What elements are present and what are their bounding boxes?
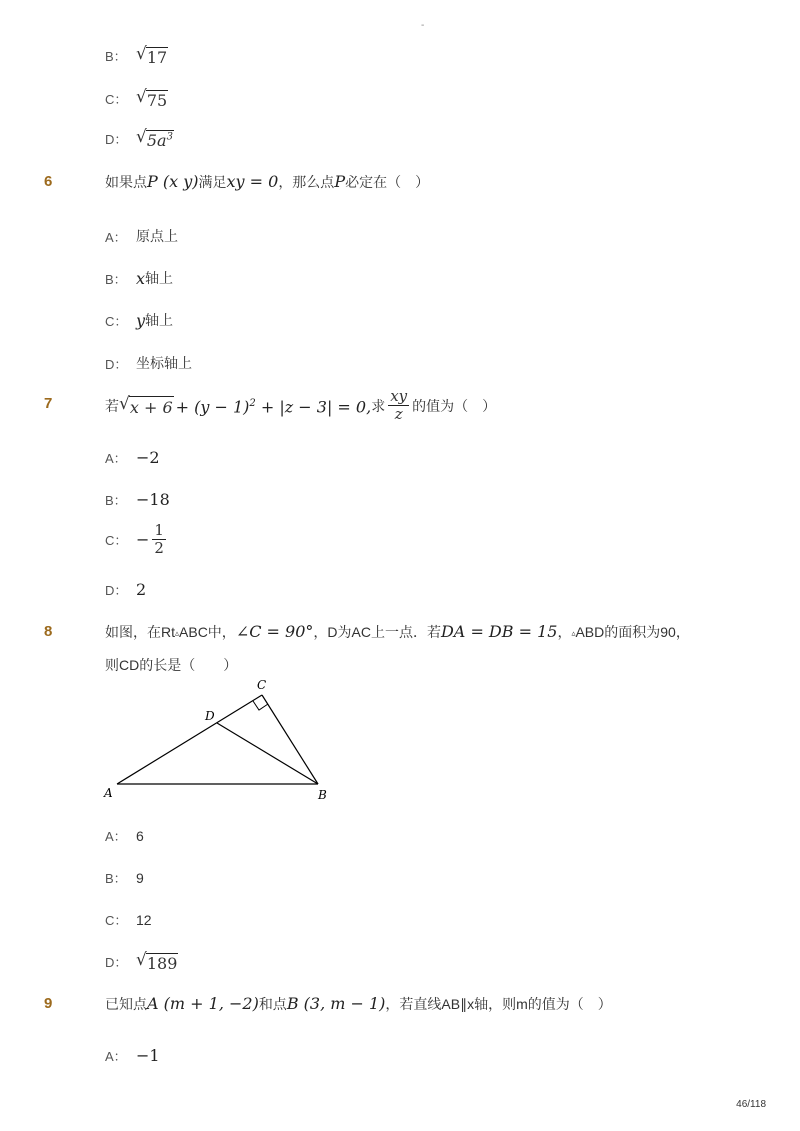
q7-option-c[interactable]: C： − $\frac{1}{2}$	[105, 521, 164, 557]
option-label: D：	[105, 132, 128, 147]
question-number-9: 9	[44, 995, 53, 1012]
q9-option-a[interactable]: A： −1	[105, 1046, 160, 1065]
question-9-text: 已知点A (m + 1, −2)和点B (3, m − 1)，若直线AB∥x轴，则m的值为（ ）	[105, 994, 612, 1013]
question-7-text: 若 √ x + 6 + $(y - 1)^2 + |z - 3| = 0$, 求 $\frac{xy}{z}$ 的值为（ ）	[105, 387, 497, 423]
question-8-line1: 如图，在Rt▵ABC中，∠C = 90°，D为AC上一点．若DA = DB = 15，▵ABD的面积为90，	[105, 622, 690, 641]
q5-option-b[interactable]	[105, 44, 168, 67]
q6-option-b[interactable]: B： x 轴上	[105, 268, 174, 288]
question-6-text: 如果点P (x y)满足xy = 0，那么点P必定在（ ）	[105, 172, 430, 191]
segment-cb	[262, 695, 318, 784]
q8-option-a[interactable]: A： 6	[105, 827, 144, 844]
point-label-c: C	[257, 678, 267, 692]
sqrt-expression: √ $5a^3$	[136, 127, 173, 150]
q8-option-c[interactable]: C： 12	[105, 911, 152, 928]
sqrt-expression: √ 189	[136, 950, 178, 973]
q5-option-c[interactable]	[105, 87, 168, 110]
triangle-figure	[100, 676, 340, 806]
question-number-8: 8	[44, 623, 53, 640]
right-angle-mark	[253, 701, 268, 710]
page-number: 46/118	[736, 1099, 766, 1110]
header-dash: -	[421, 20, 425, 31]
option-label: C：	[105, 92, 128, 107]
q7-option-d[interactable]: D： 2	[105, 580, 147, 599]
q6-option-d[interactable]: D： 坐标轴上	[105, 355, 192, 372]
question-number-6: 6	[44, 173, 53, 190]
question-8-line2: 则CD的长是（ ）	[105, 657, 238, 673]
point-label-b: B	[318, 788, 327, 802]
q5-option-d[interactable]	[105, 127, 174, 150]
point-label-a: A	[104, 786, 113, 800]
point-label-d: D	[205, 709, 215, 723]
question-number-7: 7	[44, 395, 53, 412]
q8-option-d[interactable]: D： √ 189	[105, 950, 178, 973]
sqrt-expression: √ 75	[136, 87, 168, 110]
segment-ac	[117, 695, 262, 784]
sqrt-expression: √ 17	[136, 44, 168, 67]
q6-option-c[interactable]: C： y 轴上	[105, 310, 174, 330]
q7-option-a[interactable]: A： −2	[105, 448, 160, 467]
segment-db	[217, 723, 318, 784]
option-label: B：	[105, 49, 127, 64]
q8-option-b[interactable]: B： 9	[105, 869, 144, 886]
fraction: $\frac{1}{2}$	[154, 521, 164, 557]
q7-option-b[interactable]: B： −18	[105, 490, 170, 509]
q6-option-a[interactable]: A： 原点上	[105, 228, 178, 245]
